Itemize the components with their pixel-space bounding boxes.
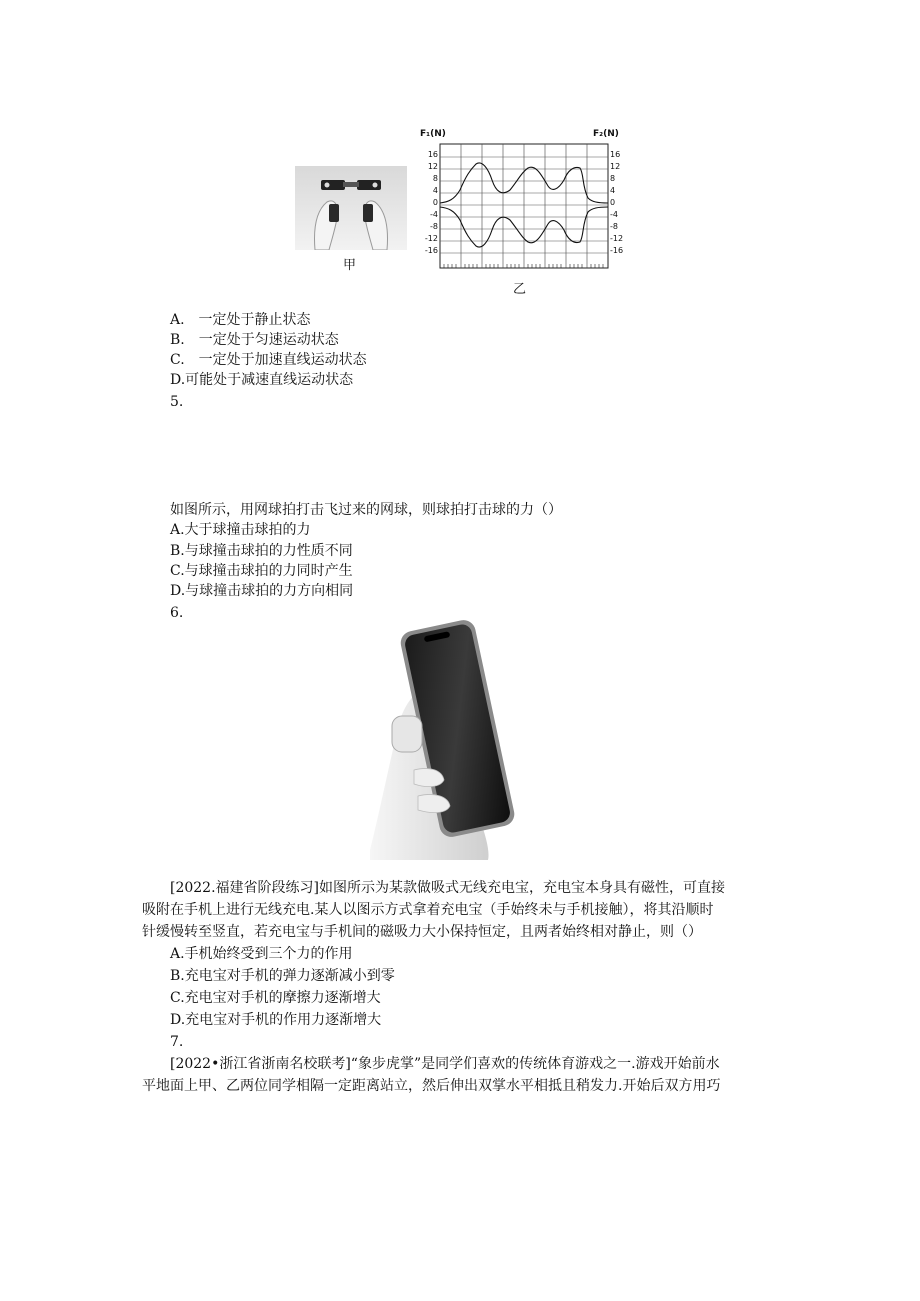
q5-number: 5. — [170, 394, 184, 410]
tick-label: 8 — [610, 174, 616, 183]
tick-label: -16 — [610, 246, 624, 255]
figure-yi-graph — [418, 140, 630, 274]
q6-option-a: A.手机始终受到三个力的作用 — [170, 946, 353, 962]
q6-stem-line-3: 针缓慢转至竖直，若充电宝与手机间的磁吸力大小保持恒定，且两者始终相对静止，则（） — [142, 924, 702, 940]
q4-option-c: C. 一定处于加速直线运动状态 — [170, 352, 367, 368]
right-tick-labels — [610, 150, 636, 270]
q5-option-a: A.大于球撞击球拍的力 — [170, 522, 311, 538]
tick-label: -16 — [424, 246, 438, 255]
q6-number: 6. — [170, 605, 184, 621]
tick-label: -12 — [424, 234, 438, 243]
tick-label: -8 — [610, 222, 618, 231]
q4-option-b: B. 一定处于匀速运动状态 — [170, 332, 339, 348]
phone-charger-photo — [370, 620, 542, 860]
q4-option-d: D.可能处于减速直线运动状态 — [170, 372, 354, 388]
tick-label: -4 — [610, 210, 618, 219]
tick-label: 0 — [432, 198, 438, 207]
tick-label: -4 — [430, 210, 438, 219]
q6-stem-line-1: [2022.福建省阶段练习]如图所示为某款做吸式无线充电宝，充电宝本身具有磁性，可直接 — [170, 880, 726, 896]
q5-stem: 如图所示，用网球拍打击飞过来的网球，则球拍打击球的力（） — [170, 502, 562, 518]
tick-label: 12 — [610, 162, 621, 171]
q6-option-b: B.充电宝对手机的弹力逐渐减小到零 — [170, 968, 395, 984]
tick-label: 8 — [432, 174, 438, 183]
right-axis-title: F₂(N) — [593, 129, 619, 139]
left-tick-labels — [412, 150, 438, 270]
tick-label: 0 — [610, 198, 616, 207]
q7-stem-line-2: 平地面上甲、乙两位同学相隔一定距离站立，然后伸出双掌水平相抵且稍发力.开始后双方用巧 — [142, 1078, 721, 1094]
figure-jia-caption: 甲 — [343, 258, 357, 273]
tick-label: 4 — [610, 186, 616, 195]
tick-label: -8 — [430, 222, 438, 231]
left-axis-title: F₁(N) — [420, 129, 446, 139]
q6-stem-line-2: 吸附在手机上进行无线充电.某人以图示方式拿着充电宝（手始终未与手机接触），将其沿顺时 — [142, 902, 714, 918]
tick-label: -12 — [610, 234, 624, 243]
tick-label: 4 — [432, 186, 438, 195]
tick-label: 16 — [427, 150, 438, 159]
q6-option-d: D.充电宝对手机的作用力逐渐增大 — [170, 1012, 382, 1028]
q4-option-a: A. 一定处于静止状态 — [170, 312, 311, 328]
q7-stem-line-1: [2022•浙江省浙南名校联考]“象步虎掌”是同学们喜欢的传统体育游戏之一.游戏开始前水 — [170, 1056, 720, 1072]
q5-option-b: B.与球撞击球拍的力性质不同 — [170, 543, 353, 559]
figure-yi-caption: 乙 — [513, 282, 527, 297]
q6-option-c: C.充电宝对手机的摩擦力逐渐增大 — [170, 990, 381, 1006]
tick-label: 16 — [610, 150, 621, 159]
q7-number: 7. — [170, 1034, 184, 1050]
tick-label: 12 — [427, 162, 438, 171]
q5-option-c: C.与球撞击球拍的力同时产生 — [170, 563, 353, 579]
q5-option-d: D.与球撞击球拍的力方向相同 — [170, 583, 354, 599]
figure-jia-photo — [295, 166, 407, 250]
